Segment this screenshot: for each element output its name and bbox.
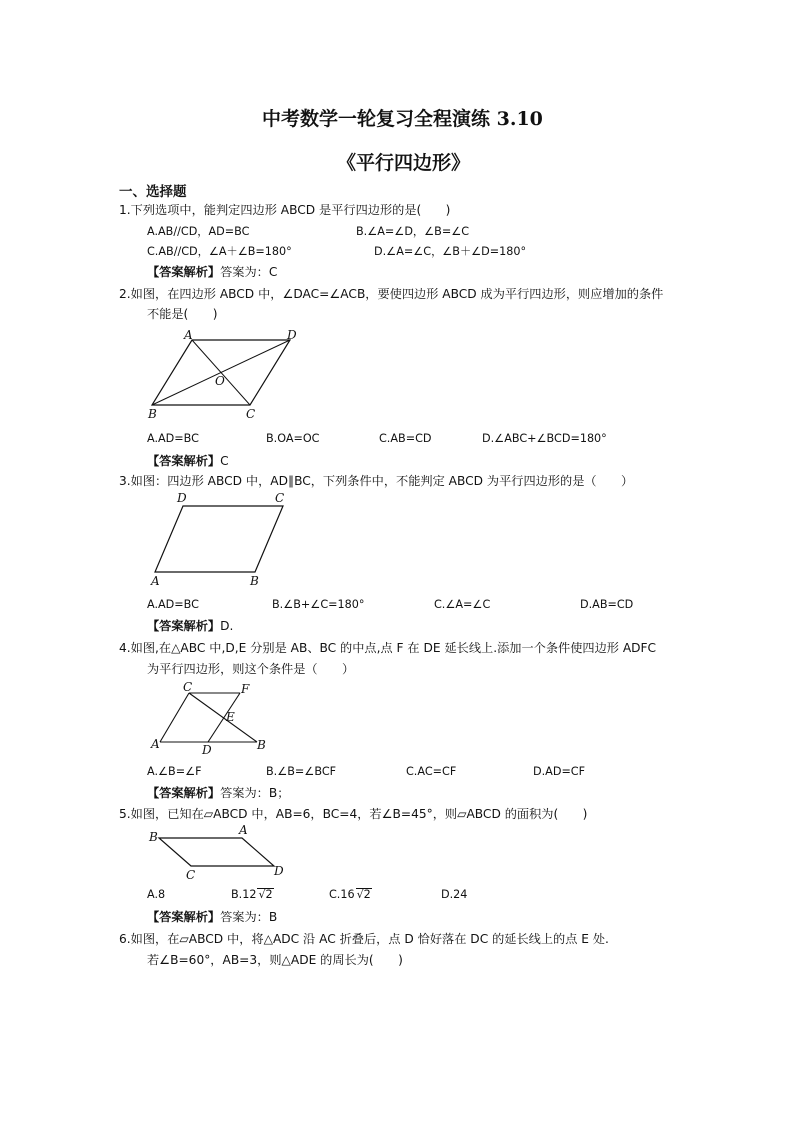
question-1-stem: 1.下列选项中，能判定四边形 ABCD 是平行四边形的是( )	[119, 203, 451, 217]
question-5-figure	[145, 822, 295, 884]
question-1-option-d: D.∠A=∠C，∠B＋∠D=180°	[374, 245, 527, 258]
question-2-option-a: A.AD=BC	[147, 432, 199, 445]
figure-label-d: D	[202, 743, 212, 755]
question-2-answer	[147, 452, 229, 469]
question-2-option-c: C.AB=CD	[379, 432, 432, 445]
answer-label: 【答案解析】	[147, 454, 221, 468]
question-4-option-b: B.∠B=∠BCF	[266, 765, 337, 778]
answer-label: 【答案解析】	[147, 910, 221, 924]
question-2-option-b: B.OA=OC	[266, 432, 320, 445]
section-heading: 一、选择题	[119, 184, 187, 200]
figure-label-c: C	[275, 491, 285, 505]
figure-label-b: B	[257, 738, 266, 752]
question-2-stem: 2.如图，在四边形 ABCD 中，∠DAC=∠ACB，要使四边形 ABCD 成为平行四边形，则应增加的条件	[119, 287, 664, 301]
question-3-option-b: B.∠B+∠C=180°	[272, 598, 365, 611]
question-3-answer	[147, 617, 233, 634]
question-4-answer	[147, 784, 289, 801]
answer-label: 【答案解析】	[147, 786, 221, 800]
figure-label-b: B	[149, 830, 158, 844]
figure-label-o: O	[215, 374, 225, 388]
question-6-stem: 6.如图，在▱ABCD 中，将△ADC 沿 AC 折叠后，点 D 恰好落在 DC 的延长线上的点 E 处.	[119, 932, 609, 946]
question-5-answer	[147, 908, 277, 925]
question-6-stem-cont: 若∠B=60°，AB=3，则△ADE 的周长为( )	[147, 953, 403, 967]
figure-label-c: C	[186, 868, 196, 882]
answer-label: 【答案解析】	[147, 619, 221, 633]
question-4-option-c: C.AC=CF	[406, 765, 457, 778]
question-5-stem: 5.如图，已知在▱ABCD 中，AB=6，BC=4，若∠B=45°，则▱ABCD 的面积为( )	[119, 807, 588, 821]
question-1-option-c: C.AB//CD，∠A＋∠B=180°	[147, 245, 292, 258]
figure-label-d: D	[274, 864, 284, 878]
question-3-stem: 3.如图：四边形 ABCD 中，AD∥BC，下列条件中，不能判定 ABCD 为平行四边形的是（ ）	[119, 474, 634, 488]
question-4-figure	[145, 680, 275, 755]
radicand-c: 2	[363, 888, 371, 901]
figure-label-b: B	[148, 407, 157, 421]
answer-text: D.	[220, 619, 234, 633]
question-4-stem: 4.如图,在△ABC 中,D,E 分别是 AB、BC 的中点,点 F 在 DE 延长线上.添加一个条件使四边形 ADFC	[119, 641, 657, 655]
sqrt-radicand: √2	[356, 888, 371, 901]
figure-label-a: A	[151, 574, 160, 588]
question-4-option-d: D.AD=CF	[533, 765, 586, 778]
question-3-figure	[145, 490, 295, 590]
question-2-figure	[140, 328, 310, 423]
question-5-option-d: D.24	[441, 888, 468, 901]
option-c-text: C.16	[329, 888, 355, 901]
question-3-option-c: C.∠A=∠C	[434, 598, 491, 611]
question-1-option-b: B.∠A=∠D，∠B=∠C	[356, 225, 470, 238]
question-2-option-d: D.∠ABC+∠BCD=180°	[482, 432, 607, 445]
page-subtitle: 《平行四边形》	[337, 152, 471, 174]
question-5-option-a: A.8	[147, 888, 166, 901]
question-2-stem-cont: 不能是( )	[147, 307, 218, 321]
answer-label: 【答案解析】	[147, 265, 221, 279]
question-3-option-d: D.AB=CD	[580, 598, 634, 611]
answer-text: 答案为：C	[220, 265, 278, 279]
question-4-stem-cont: 为平行四边形，则这个条件是（ ）	[147, 662, 355, 676]
figure-label-e: E	[226, 710, 235, 724]
figure-label-a: A	[184, 328, 193, 342]
figure-label-d: D	[287, 328, 297, 342]
figure-label-c: C	[183, 680, 193, 694]
figure-label-b: B	[250, 574, 259, 588]
page-title: 中考数学一轮复习全程演练 3.10	[262, 108, 543, 130]
figure-label-d: D	[177, 491, 187, 505]
answer-text: 答案为：B；	[220, 786, 290, 800]
question-1-answer	[147, 263, 277, 280]
figure-label-f: F	[241, 682, 250, 696]
question-4-option-a: A.∠B=∠F	[147, 765, 202, 778]
question-5-option-b	[231, 888, 274, 901]
sqrt-radicand: √2	[258, 888, 273, 901]
figure-label-a: A	[151, 737, 160, 751]
figure-label-a: A	[239, 823, 248, 837]
figure-label-c: C	[246, 407, 256, 421]
question-1-option-a: A.AB//CD，AD=BC	[147, 225, 250, 238]
answer-text: 答案为：B	[220, 910, 278, 924]
question-3-option-a: A.AD=BC	[147, 598, 199, 611]
radicand-b: 2	[265, 888, 273, 901]
answer-text: C	[220, 454, 229, 468]
question-5-option-c	[329, 888, 372, 901]
option-b-text: B.12	[231, 888, 257, 901]
